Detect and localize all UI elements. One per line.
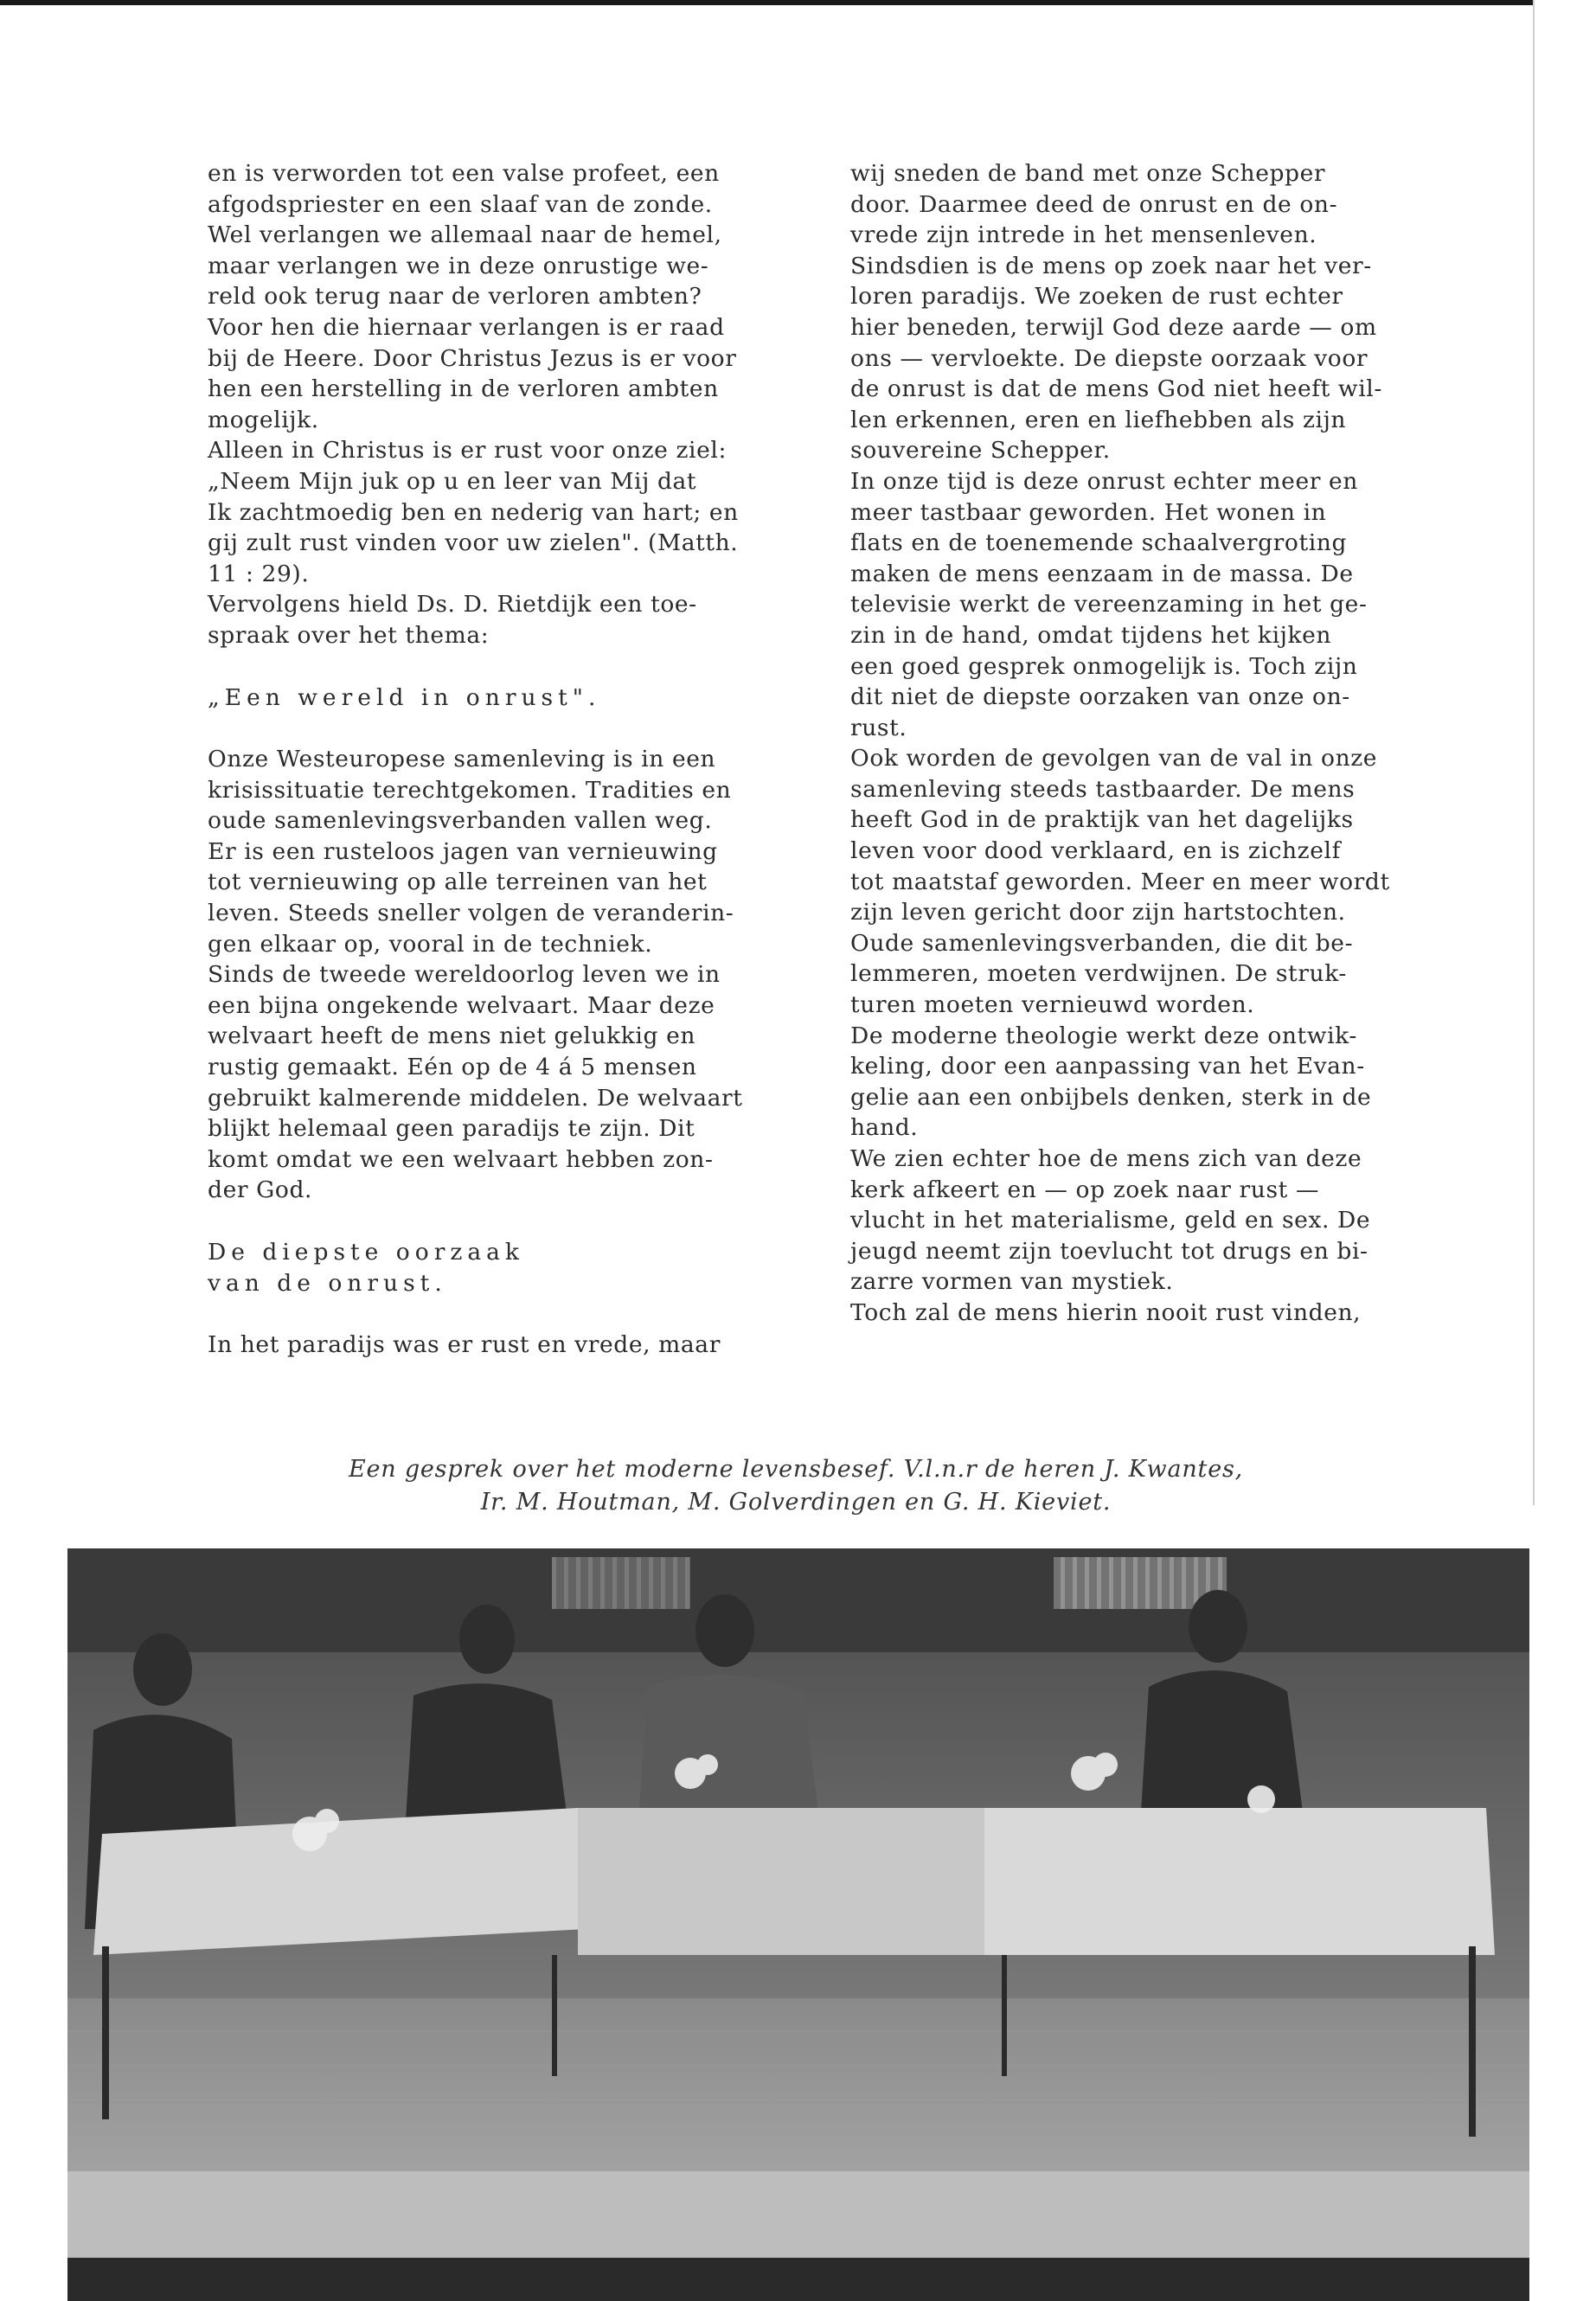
paragraph-paradijs: In het paradijs was er rust en vrede, maar — [208, 1331, 721, 1359]
paragraph-moderne-theologie: De moderne theologie werkt deze ontwik- keling, door een aanpassing van het Evan- gelie aan een onbijbels denken, sterk in de hand. — [850, 1022, 1372, 1142]
paragraph-gevolgen-val: Ook worden de gevolgen van de val in onze samenleving steeds tastbaarder. De mens heeft God in de praktijk van het dagelijks leven voor dood verklaard, en is zichzelf tot maatstaf geworden. Meer en meer wordt zijn leven gericht door zijn hartstochten. Oude samenlevingsverbanden, die dit be- lemmeren, moeten verdwijnen. De struk- turen moeten vernieuwd worden. — [850, 745, 1390, 1019]
sub-heading: De diepste oorzaak van de onrust. — [208, 1239, 524, 1297]
paragraph-westeuropese: Onze Westeuropese samenleving is in een krisissituatie terechtgekomen. Tradities en oude samenlevingsverbanden vallen weg. Er is een rusteloos jagen van vernieuwing tot vernieuwing op alle terreinen van het leven. Steeds sneller volgen de veranderin- gen elkaar op, vooral in de techniek. — [208, 746, 734, 958]
paragraph-afkeert: We zien echter hoe de mens zich van deze kerk afkeert en — op zoek naar rust — vlucht in het materialisme, geld en sex. De jeugd neemt zijn toevlucht tot drugs en bi- zarre vormen van mystiek. — [850, 1145, 1371, 1296]
theme-heading: „Een wereld in onrust". — [208, 683, 601, 711]
right-column — [850, 158, 1460, 1329]
paragraph-schepper: wij sneden de band met onze Schepper door. Daarmee deed de onrust en de on- vrede zijn intrede in het mensenleven. Sindsdien is de mens op zoek naar het ver- loren paradijs. We zoeken de rust echter hier beneden, terwijl God deze aarde — om ons — vervloekte. De diepste oorzaak voor de onrust is dat de mens God niet heeft wil- len erkennen, eren en liefhebben als zijn souvereine Schepper. — [850, 160, 1382, 465]
left-column — [208, 158, 813, 1361]
paragraph-rust-in-christus: Alleen in Christus is er rust voor onze ziel: „Neem Mijn juk op u en leer van Mij dat Ik zachtmoedig ben en nederig van hart; en gij zult rust vinden voor uw zielen". (Matth. 11 : 29). — [208, 437, 739, 587]
panel-discussion-photo — [67, 1548, 1529, 2301]
photo-caption: Een gesprek over het moderne levensbesef. V.l.n.r de heren J. Kwantes, Ir. M. Houtman, M. Golverdingen en G. H. Kieviet. — [348, 1456, 1244, 1516]
paragraph-verworden: en is verworden tot een valse profeet, een afgodspriester en een slaaf van de zonde. Wel verlangen we allemaal naar de hemel, maar verlangen we in deze onrustige we- reld ook terug naar de verloren ambten? Voor hen die hiernaar verlangen is er raad bij de Heere. Door Christus Jezus is er voor hen een herstelling in de verloren ambten mogelijk. — [208, 160, 737, 433]
paragraph-welvaart: Sinds de tweede wereldoorlog leven we in een bijna ongekende welvaart. Maar deze welvaart heeft de mens niet gelukkig en rustig gemaakt. Eén op de 4 á 5 mensen gebruikt kalmerende middelen. De welvaart blijkt helemaal geen paradijs te zijn. Dit komt omdat we een welvaart hebben zon- der God. — [208, 961, 743, 1204]
scan-edge — [1533, 0, 1535, 1505]
paragraph-rietdijk: Vervolgens hield Ds. D. Rietdijk een toe- spraak over het thema: — [208, 591, 697, 649]
paragraph-nooit-rust: Toch zal de mens hierin nooit rust vinden, — [850, 1298, 1362, 1326]
top-rule — [0, 0, 1535, 5]
paragraph-onze-tijd: In onze tijd is deze onrust echter meer en meer tastbaar geworden. Het wonen in flats en de toenemende schaalvergroting maken de mens eenzaam in de massa. De televisie werkt de vereenzaming in het ge- zin in de hand, omdat tijdens het kijken een goed gesprek onmogelijk is. Toch zijn dit niet de diepste oorzaken van onze on- rust. — [850, 467, 1368, 741]
